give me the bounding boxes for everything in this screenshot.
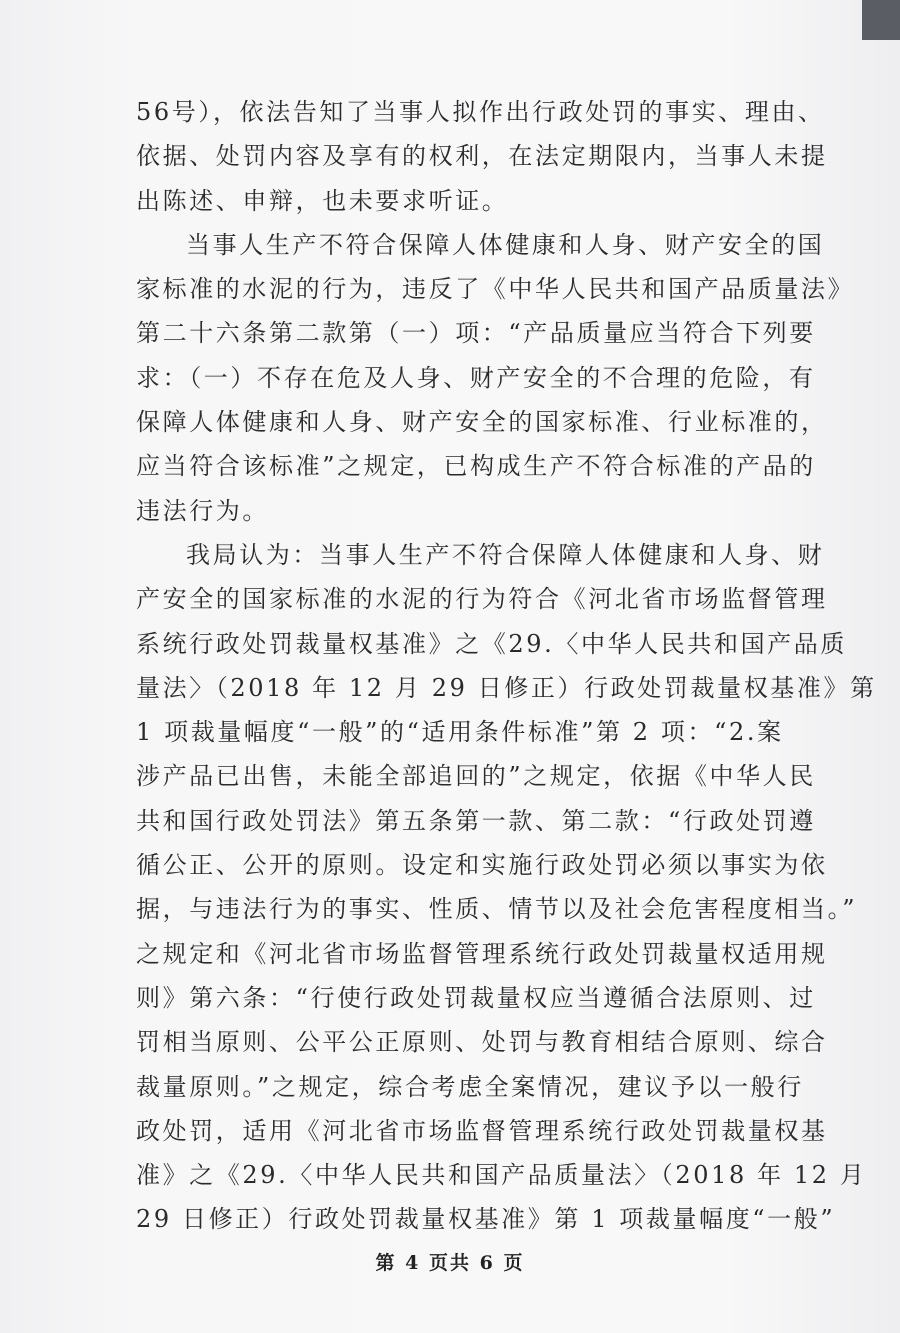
text-line: 第二十六条第二款第（一）项：“产品质量应当符合下列要: [136, 319, 816, 348]
text-line: 罚相当原则、公平公正原则、处罚与教育相结合原则、综合: [136, 1028, 828, 1057]
text-line: 则》第六条：“行使行政处罚裁量权应当遵循合法原则、过: [136, 983, 816, 1012]
text-line: 我局认为：当事人生产不符合保障人体健康和人身、财: [186, 540, 825, 569]
text-line: 政处罚，适用《河北省市场监督管理系统行政处罚裁量权基: [136, 1116, 828, 1145]
page-edge-shadow: [862, 0, 900, 40]
text-line: 求：（一）不存在危及人身、财产安全的不合理的危险，有: [136, 363, 816, 392]
text-line: 当事人生产不符合保障人体健康和人身、财产安全的国: [186, 230, 825, 259]
document-body: [136, 90, 877, 1242]
text-line: 之规定和《河北省市场监督管理系统行政处罚裁量权适用规: [136, 939, 828, 968]
text-line: 应当符合该标准”之规定，已构成生产不符合标准的产品的: [136, 452, 816, 481]
text-line: 裁量原则。”之规定，综合考虑全案情况，建议予以一般行: [136, 1072, 804, 1101]
text-line: 保障人体健康和人身、财产安全的国家标准、行业标准的，: [136, 408, 828, 437]
text-line: 系统行政处罚裁量权基准》之《29.〈中华人民共和国产品质: [136, 629, 847, 658]
text-line: 依据、处罚内容及享有的权利，在法定期限内，当事人未提: [136, 142, 828, 171]
text-line: 1 项裁量幅度“一般”的“适用条件标准”第 2 项：“2.案: [136, 718, 784, 747]
text-line: 产安全的国家标准的水泥的行为符合《河北省市场监督管理: [136, 585, 828, 614]
text-line: 家标准的水泥的行为，违反了《中华人民共和国产品质量法》: [136, 275, 855, 304]
text-line: 共和国行政处罚法》第五条第一款、第二款：“行政处罚遵: [136, 806, 816, 835]
text-line: 量法〉（2018 年 12 月 29 日修正）行政处罚裁量权基准》第: [136, 673, 877, 702]
page-number: 第 4 页共 6 页: [375, 1252, 525, 1274]
text-line: 据，与违法行为的事实、性质、情节以及社会危害程度相当。”: [136, 895, 858, 924]
text-line: 涉产品已出售，未能全部追回的”之规定，依据《中华人民: [136, 762, 816, 791]
text-line: 循公正、公开的原则。设定和实施行政处罚必须以事实为依: [136, 851, 828, 880]
text-line: 29 日修正）行政处罚裁量权基准》第 1 项裁量幅度“一般”: [136, 1205, 836, 1234]
text-line: 准》之《29.〈中华人民共和国产品质量法〉（2018 年 12 月: [136, 1161, 867, 1190]
text-line: 56号），依法告知了当事人拟作出行政处罚的事实、理由、: [136, 98, 825, 126]
text-line: 出陈述、申辩，也未要求听证。: [136, 186, 509, 215]
text-line: 违法行为。: [136, 496, 269, 525]
